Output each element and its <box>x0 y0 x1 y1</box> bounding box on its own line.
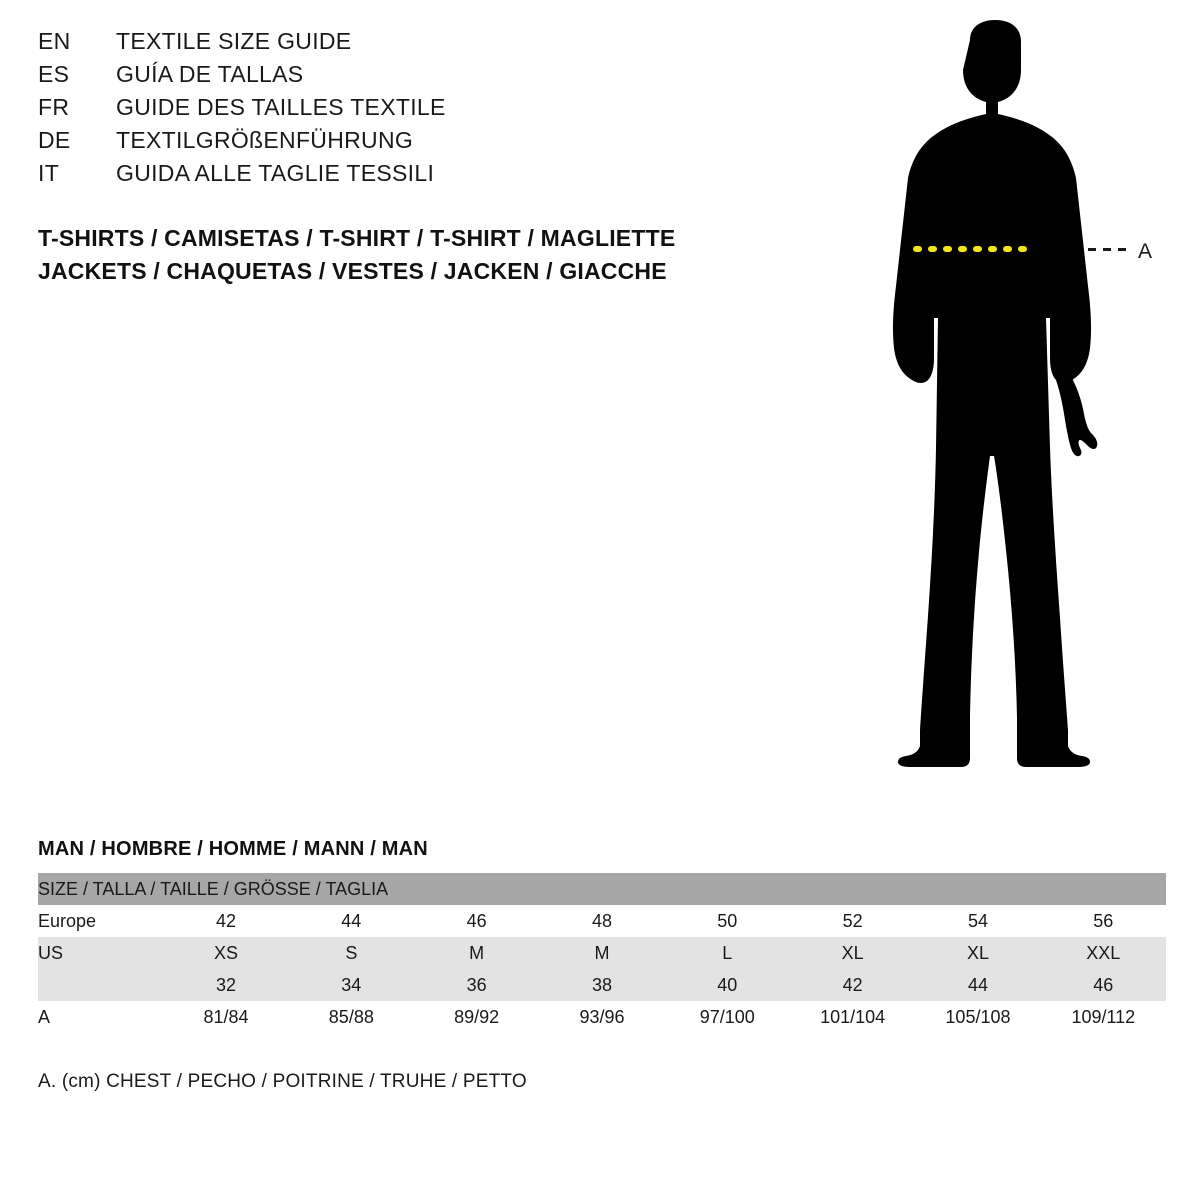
table-cell: 36 <box>414 969 539 1001</box>
table-cell: 46 <box>414 905 539 937</box>
row-label: A <box>38 1001 163 1033</box>
table-cell: 85/88 <box>289 1001 414 1033</box>
row-label: US <box>38 937 163 969</box>
language-title: TEXTILE SIZE GUIDE <box>116 28 352 54</box>
table-cell: M <box>414 937 539 969</box>
language-row <box>38 28 758 61</box>
language-code: FR <box>38 94 70 120</box>
table-cell: 42 <box>790 969 915 1001</box>
table-cell: L <box>665 937 790 969</box>
table-cell: M <box>539 937 664 969</box>
language-title: GUIDE DES TAILLES TEXTILE <box>116 94 446 120</box>
table-cell: 44 <box>289 905 414 937</box>
table-cell: 54 <box>915 905 1040 937</box>
category-list <box>38 222 675 288</box>
table-cell: 56 <box>1041 905 1166 937</box>
table-cell: 105/108 <box>915 1001 1040 1033</box>
language-code: EN <box>38 28 71 54</box>
table-cell: 46 <box>1041 969 1166 1001</box>
language-title: GUÍA DE TALLAS <box>116 61 304 87</box>
language-row <box>38 94 758 127</box>
language-title: GUIDA ALLE TAGLIE TESSILI <box>116 160 435 186</box>
table-cell: 44 <box>915 969 1040 1001</box>
measure-label-a: A <box>1138 240 1153 263</box>
size-table-section <box>38 838 1166 1093</box>
table-cell: S <box>289 937 414 969</box>
language-code: DE <box>38 127 71 153</box>
table-cell: 42 <box>163 905 288 937</box>
male-silhouette-icon <box>820 18 1180 778</box>
size-table <box>38 873 1166 1033</box>
language-title: TEXTILGRÖßENFÜHRUNG <box>116 127 414 153</box>
table-footnote: A. (cm) CHEST / PECHO / POITRINE / TRUHE / PETTO <box>38 1071 527 1092</box>
row-label <box>38 969 163 1001</box>
body-figure <box>820 18 1180 778</box>
table-cell: 48 <box>539 905 664 937</box>
table-section-title: MAN / HOMBRE / HOMME / MANN / MAN <box>38 838 428 860</box>
table-cell: XL <box>790 937 915 969</box>
table-cell: 34 <box>289 969 414 1001</box>
table-cell: XL <box>915 937 1040 969</box>
table-cell: XS <box>163 937 288 969</box>
language-row <box>38 61 758 94</box>
table-cell: XXL <box>1041 937 1166 969</box>
table-cell: 32 <box>163 969 288 1001</box>
table-cell: 93/96 <box>539 1001 664 1033</box>
table-header-label: SIZE / TALLA / TAILLE / GRÖSSE / TAGLIA <box>38 873 1166 905</box>
table-cell: 40 <box>665 969 790 1001</box>
language-code: IT <box>38 160 60 186</box>
language-row <box>38 160 758 193</box>
table-cell: 52 <box>790 905 915 937</box>
row-label: Europe <box>38 905 163 937</box>
table-row <box>38 969 1166 1001</box>
table-row <box>38 905 1166 937</box>
measure-leader-line <box>1088 248 1130 251</box>
language-code: ES <box>38 61 70 87</box>
language-list <box>38 28 758 193</box>
table-row <box>38 937 1166 969</box>
table-cell: 81/84 <box>163 1001 288 1033</box>
table-row <box>38 1001 1166 1033</box>
table-cell: 109/112 <box>1041 1001 1166 1033</box>
table-cell: 89/92 <box>414 1001 539 1033</box>
table-cell: 101/104 <box>790 1001 915 1033</box>
language-row <box>38 127 758 160</box>
table-cell: 50 <box>665 905 790 937</box>
table-cell: 38 <box>539 969 664 1001</box>
category-tshirts: T-SHIRTS / CAMISETAS / T-SHIRT / T-SHIRT / MAGLIETTE <box>38 225 676 251</box>
table-cell: 97/100 <box>665 1001 790 1033</box>
table-header-row <box>38 873 1166 905</box>
category-jackets: JACKETS / CHAQUETAS / VESTES / JACKEN / GIACCHE <box>38 258 667 284</box>
